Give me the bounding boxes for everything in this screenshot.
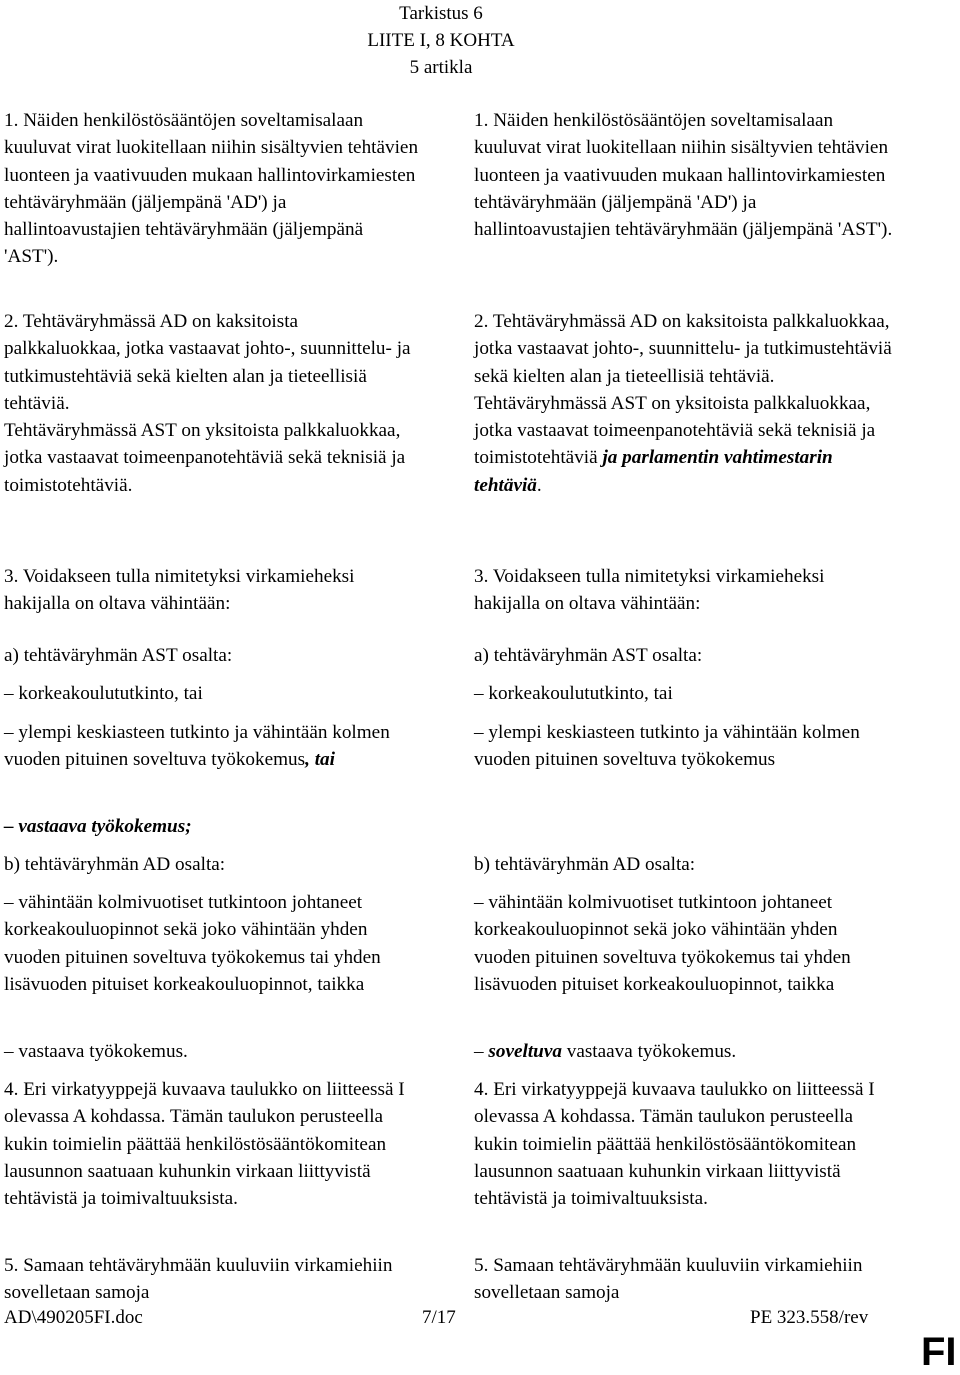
paragraph-3: 3. Voidakseen tulla nimitetyksi virkamieheksi hakijalla on oltava vähintään: [474,566,825,615]
paragraph-2-ast [474,390,894,499]
added-text: , tai [305,749,335,771]
commission-text-column [4,107,419,1312]
paragraph-4: 4. Eri virkatyyppejä kuvaava taulukko on liitteessä I olevassa A kohdassa. Tämän taulukon perusteella kukin toimielin päättää henkilöstösääntökomitean lausunnon saatuaan kuhunkin virkaan liittyvistä tehtävistä ja toimivaltuuksista. [474,1079,875,1210]
amendment-text-column [474,107,894,1312]
language-mark: FI [921,1330,957,1374]
item-a-heading: a) tehtäväryhmän AST osalta: [4,645,233,666]
item-a-secondary: – ylempi keskiasteen tutkinto ja vähintään kolmen vuoden pituinen soveltuva työkokemus [474,722,860,771]
item-a-degree: – korkeakoulututkinto, tai [4,683,203,704]
added-text: ja parlamentin vahtimestarin tehtäviä [474,447,833,496]
paragraph-4: 4. Eri virkatyyppejä kuvaava taulukko on liitteessä I olevassa A kohdassa. Tämän taulukon perusteella kukin toimielin päättää henkilöstösääntökomitean lausunnon saatuaan kuhunkin virkaan liittyvistä tehtävistä ja toimivaltuuksista. [4,1079,405,1210]
item-b-studies: – vähintään kolmivuotiset tutkintoon johtaneet korkeakouluopinnot sekä joko vähintään yhden vuoden pituinen soveltuva työkokemus tai yhden lisävuoden pituiset korkeakouluopinnot, taikka [4,892,381,995]
paragraph-3: 3. Voidakseen tulla nimitetyksi virkamieheksi hakijalla on oltava vähintään: [4,566,355,615]
dash: – [474,1041,489,1062]
paragraph-2-ast-text: Tehtäväryhmässä AST on yksitoista palkkaluokkaa, jotka vastaavat toimeenpanotehtäviä sekä teknisiä ja toimistotehtäviä [474,392,876,469]
paragraph-2 [474,308,894,563]
paragraph-2-ast: Tehtäväryhmässä AST on yksitoista palkkaluokkaa, jotka vastaavat toimeenpanotehtäviä sekä teknisiä ja toimistotehtäviä. [4,420,406,496]
item-b-equivalent-text: vastaava työkokemus. [561,1041,737,1062]
footer-filename: AD\490205FI.doc [4,1307,143,1328]
item-b-equivalent [474,1038,894,1076]
added-text: soveltuva [488,1041,562,1062]
paragraph-5: 5. Samaan tehtäväryhmään kuuluviin virkamiehiin sovelletaan samoja [4,1255,393,1304]
item-a-degree: – korkeakoulututkinto, tai [474,683,673,704]
item-a-heading: a) tehtäväryhmän AST osalta: [474,645,703,666]
item-b-heading: b) tehtäväryhmän AD osalta: [4,854,226,875]
sentence-end: . [536,474,542,496]
amendment-number: Tarkistus 6 [399,3,483,24]
item-a-equivalent-added: – vastaava työkokemus; [4,816,192,837]
item-b-equivalent: – vastaava työkokemus. [4,1041,188,1062]
item-b-studies: – vähintään kolmivuotiset tutkintoon johtaneet korkeakouluopinnot sekä joko vähintään yhden vuoden pituinen soveltuva työkokemus tai yhden lisävuoden pituiset korkeakouluopinnot, taikka [474,892,851,995]
paragraph-1: 1. Näiden henkilöstösääntöjen soveltamisalaan kuuluvat virat luokitellaan niihin sisältyvien tehtävien luonteen ja vaativuuden mukaan hallintovirkamiesten tehtäväryhmään (jäljempänä 'AD') ja hallintoavustajien tehtäväryhmään (jäljempänä 'AST'). [474,110,893,241]
paragraph-2 [4,308,419,563]
article-reference: 5 artikla [409,57,473,78]
paragraph-2-ad: 2. Tehtäväryhmässä AD on kaksitoista palkkaluokkaa, jotka vastaavat johto-, suunnittelu- ja tutkimustehtäviä sekä kielten alan ja tieteellisiä tehtäviä. [474,311,892,387]
document-header [0,0,882,81]
paragraph-5: 5. Samaan tehtäväryhmään kuuluviin virkamiehiin sovelletaan samoja [474,1255,863,1304]
footer-page-number: 7/17 [422,1307,456,1328]
footer-reference: PE 323.558/rev [750,1307,869,1328]
item-b-heading: b) tehtäväryhmän AD osalta: [474,854,696,875]
paragraph-1: 1. Näiden henkilöstösääntöjen soveltamisalaan kuuluvat virat luokitellaan niihin sisältyvien tehtävien luonteen ja vaativuuden mukaan hallintovirkamiesten tehtäväryhmään (jäljempänä 'AD') ja hallintoavustajien tehtäväryhmään (jäljempänä 'AST'). [4,110,419,268]
paragraph-2-ad: 2. Tehtäväryhmässä AD on kaksitoista palkkaluokkaa, jotka vastaavat johto-, suunnittelu- ja tutkimustehtäviä sekä kielten alan ja tieteellisiä tehtäviä. [4,311,411,414]
item-a-secondary [4,719,419,813]
annex-reference: LIITE I, 8 KOHTA [367,30,515,51]
item-a-secondary-text: – ylempi keskiasteen tutkinto ja vähintään kolmen vuoden pituinen soveltuva työkokemus [4,722,390,771]
item-a-gap [474,813,894,851]
